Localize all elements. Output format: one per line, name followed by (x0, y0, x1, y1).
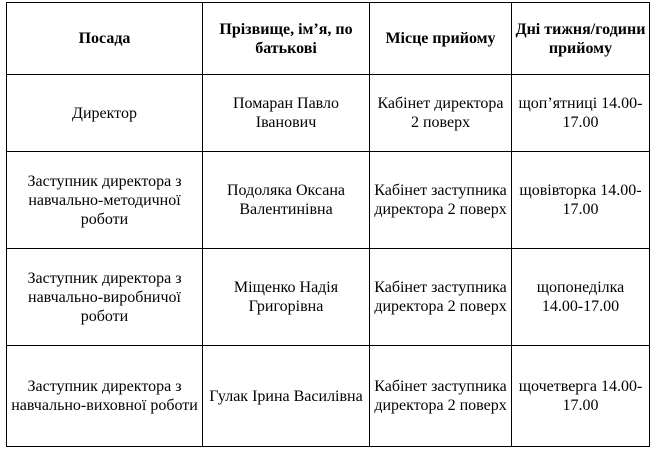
header-schedule-label: Дні тижня/години прийому (515, 20, 646, 57)
cell-position (7, 249, 203, 346)
table-row (7, 346, 650, 447)
cell-name (203, 75, 370, 152)
cell-schedule (512, 249, 650, 346)
cell-schedule (512, 346, 650, 447)
cell-place (370, 75, 512, 152)
table-header-row (7, 3, 650, 75)
header-place (370, 3, 512, 75)
cell-position (7, 152, 203, 249)
schedule-text: щоп’ятниці 14.00- 17.00 (518, 95, 643, 131)
position-text: Заступник директора з навчально-виробничої роботи (27, 269, 182, 325)
header-name-label: Прізвище, ім’я, по батькові (219, 20, 353, 57)
place-text: Кабінет заступника директора 2 поверх (374, 279, 507, 315)
header-position-label: Посада (78, 30, 131, 47)
name-text: Міщенко Надія Григорівна (233, 279, 339, 315)
schedule-text: щопонеділка 14.00-17.00 (536, 279, 625, 315)
cell-place (370, 249, 512, 346)
header-position (7, 3, 203, 75)
reception-schedule-table (6, 2, 650, 447)
schedule-text: щовівторка 14.00-17.00 (519, 182, 642, 218)
position-text: Заступник директора з навчально-методичної роботи (27, 172, 182, 228)
header-name (203, 3, 370, 75)
header-schedule (512, 3, 650, 75)
table-row (7, 75, 650, 152)
place-text: Кабінет заступника директора 2 поверх (374, 182, 507, 218)
cell-name (203, 346, 370, 447)
position-text: Заступник директора з навчально-виховної роботи (11, 378, 198, 414)
name-text: Гулак Ірина Василівна (209, 387, 363, 405)
name-text: Помаран Павло Іванович (232, 95, 339, 131)
table-row (7, 249, 650, 346)
cell-schedule (512, 152, 650, 249)
cell-position (7, 346, 203, 447)
cell-place (370, 346, 512, 447)
header-place-label: Місце прийому (385, 30, 496, 47)
table-row (7, 152, 650, 249)
cell-position (7, 75, 203, 152)
place-text: Кабінет заступника директора 2 поверх (374, 378, 507, 414)
schedule-text: щочетверга 14.00-17.00 (518, 378, 643, 414)
position-text: Директор (72, 104, 137, 122)
cell-place (370, 152, 512, 249)
cell-name (203, 152, 370, 249)
cell-name (203, 249, 370, 346)
place-text: Кабінет директора 2 поверх (377, 95, 504, 131)
cell-schedule (512, 75, 650, 152)
name-text: Подоляка Оксана Валентинівна (227, 182, 345, 218)
